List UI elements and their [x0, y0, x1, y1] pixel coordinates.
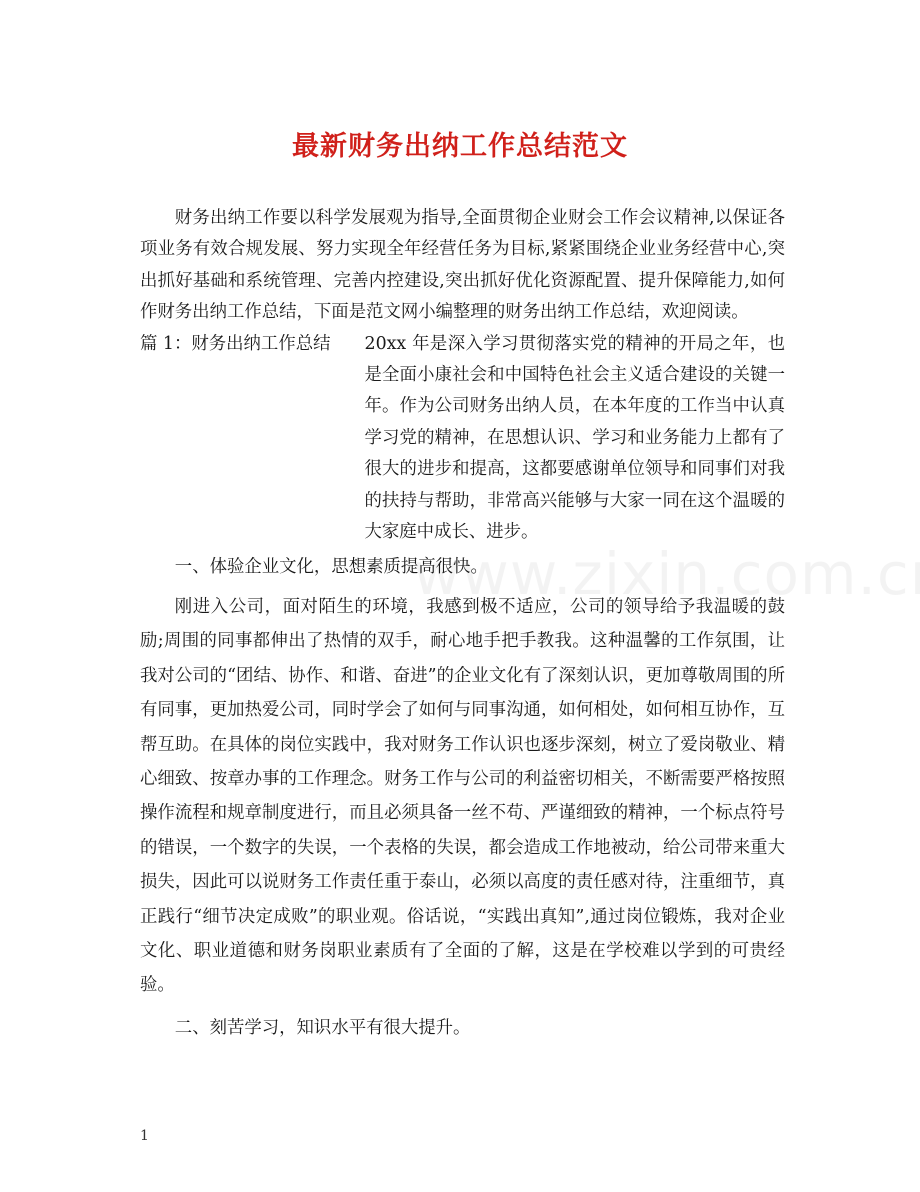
heading-2: 二、刻苦学习，知识水平有很大提升。 [174, 1017, 471, 1038]
document-title: 最新财务出纳工作总结范文 [292, 131, 628, 162]
intro-paragraph: 财务出纳工作要以科学发展观为指导,全面贯彻企业财会工作会议精神,以保证各项业务有效合规发展、努力实现全年经营任务为目标,紧紧围绕企业业务经营中心,突出抓好基础和系统管理、完善内控建设,突出抓好优化资源配置、提升保障能力,如何作财务出纳工作总结，下面是范文网小编整理的财务出纳工作总结，欢迎阅读。 [140, 208, 785, 323]
paragraph-1: 刚进入公司，面对陌生的环境，我感到极不适应，公司的领导给予我温暖的鼓励;周围的同事都伸出了热情的双手，耐心地手把手教我。这种温馨的工作氛围，让我对公司的“团结、协作、和谐、奋进”的企业文化有了深刻认识，更加尊敬周围的所有同事，更加热爱公司，同时学会了如何与同事沟通，如何相处，如何相互协作，互帮互助。在具体的岗位实践中，我对财务工作认识也逐步深刻，树立了爱岗敬业、精心细致、按章办事的工作理念。财务工作与公司的利益密切相关，不断需要严格按照操作流程和规章制度进行，而且必须具备一丝不苟、严谨细致的精神，一个标点符号的错误，一个数字的失误，一个表格的失误，都会造成工作地被动，给公司带来重大损失，因此可以说财务工作责任重于泰山，必须以高度的责任感对待，注重细节，真正践行“细节决定成败”的职业观。俗话说，“实践出真知”,通过岗位锻炼，我对企业文化、职业道德和财务岗职业素质有了全面的了解，这是在学校难以学到的可贵经验。 [140, 596, 785, 996]
section-1 [140, 329, 785, 549]
page-number: 1 [140, 1128, 149, 1144]
heading-1: 一、体验企业文化，思想素质提高很快。 [174, 557, 488, 578]
section-1-label: 篇 1：财务出纳工作总结 [140, 333, 331, 354]
document-body [140, 203, 785, 1048]
section-1-text: 20xx 年是深入学习贯彻落实党的精神的开局之年，也是全面小康社会和中国特色社会主义适合建设的关键一年。作为公司财务出纳人员，在本年度的工作当中认真学习党的精神，在思想认识、学习和业务能力上都有了很大的进步和提高，这都要感谢单位领导和同事们对我的扶持与帮助，非常高兴能够与大家一同在这个温暖的大家庭中成长、进步。 [364, 333, 785, 543]
